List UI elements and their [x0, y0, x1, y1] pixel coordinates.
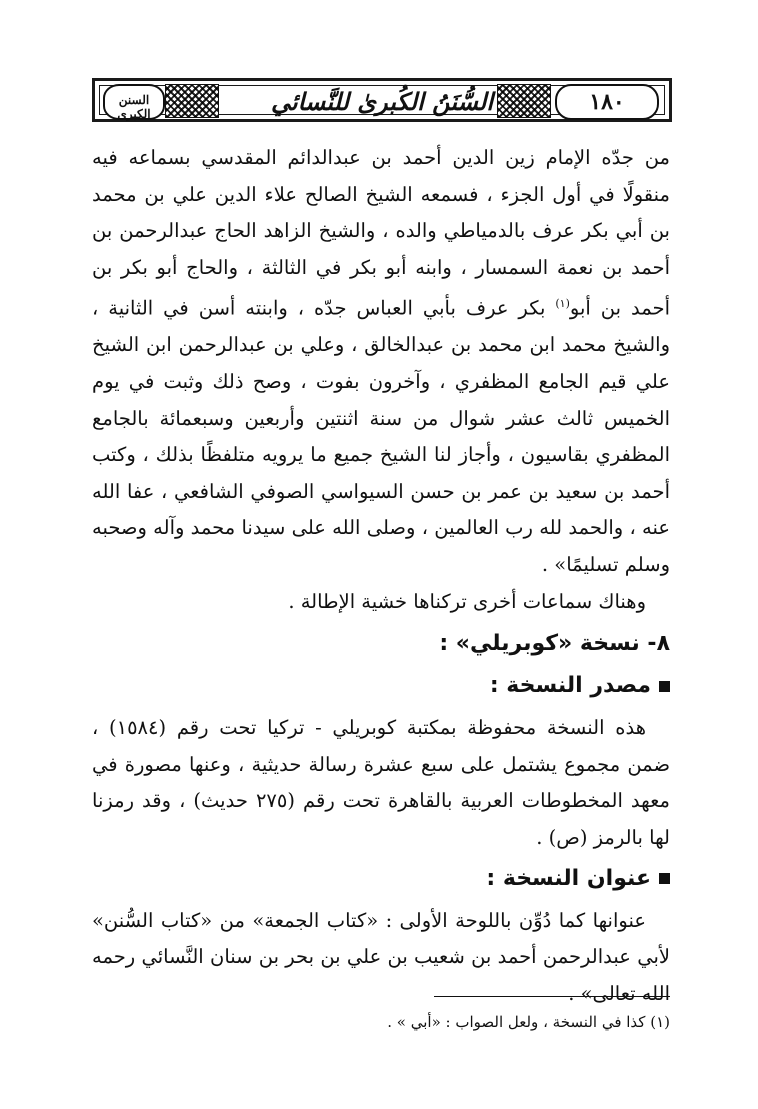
line: في أول الجزء ، فسمعه الشيخ الصالح علاء الدين علي بن محمد بن أبي بكر — [92, 182, 670, 243]
line: وصلى الله على سيدنا محمد وآله وصحبه وسلم تسليمًا» . — [92, 516, 670, 577]
header-ornament-right — [497, 84, 551, 118]
section-heading: ٨- نسخة «كوبريلي» : — [439, 631, 670, 657]
line: معهد المخطوطات العربية بالقاهرة تحت رقم (٢٧٥ حديث) ، وقد رمزنا — [92, 789, 670, 813]
page-number: ١٨٠ — [589, 89, 625, 115]
page-body — [92, 140, 670, 1012]
paragraph-source — [92, 710, 670, 856]
subheading-source-text: مصدر النسخة : — [489, 673, 651, 699]
subheading-title — [92, 861, 670, 897]
line: حسن السيواسي الصوفي الشافعي ، عفا الله عنه ، والحمد لله رب العالمين ، — [92, 479, 670, 540]
line: بكر عرف بأبي العباس جدّه ، وابنته أسن في الثانية ، والشيخ محمد — [92, 296, 671, 357]
line: ضمن مجموع يشتمل على سبع عشرة رسالة حديثية ، وعنها مصورة في — [92, 752, 670, 776]
line: من جدّه الإمام زين الدين أحمد بن عبدالدائم المقدسي بسماعه فيه منقولًا — [92, 146, 670, 206]
line: نعمة السمسار ، وابنه أبو بكر في الثالثة ، والحاج أبو بكر بن أحمد بن — [92, 255, 671, 320]
footnote-separator — [434, 996, 670, 997]
line: المظفري ، وآخرون بفوت ، وصح ذلك وثبت في يوم الخميس ثالث عشر — [92, 370, 670, 430]
subheading-source — [92, 668, 670, 704]
book-title: السُّنَنُ الكُبرىٰ للنَّسائي — [270, 87, 494, 116]
square-bullet-icon — [659, 681, 670, 692]
line: شوال من سنة اثنتين وأربعين وسبعمائة بالجامع المظفري بقاسيون ، وأجاز — [92, 406, 670, 467]
paragraph-other-samaa: وهناك سماعات أخرى تركناها خشية الإطالة . — [288, 589, 646, 613]
line: لنا الشيخ جميع ما يرويه متلفظًا بذلك ، وكتب أحمد بن سعيد بن عمر بن — [92, 443, 670, 503]
abu-word: أبو — [569, 296, 591, 320]
subheading-title-text: عنوان النسخة : — [486, 865, 651, 891]
line: لها بالرمز (ص) . — [536, 826, 670, 849]
line: عرف بالدمياطي والده ، والشيخ الزاهد الحاج عبدالرحمن بن أحمد بن — [92, 219, 671, 279]
footnote-reference: (١) — [555, 297, 570, 311]
line: عبدالرحمن أحمد بن شعيب بن علي بن بحر بن سنان النَّسائي رحمه الله تعالى» . — [92, 945, 670, 1005]
line: هذه النسخة محفوظة بمكتبة كوبريلي - تركيا تحت رقم (١٥٨٤) ، — [92, 716, 646, 740]
page-number-frame — [555, 84, 659, 120]
footnote: (١) كذا في النسخة ، ولعل الصواب : «أبي » . — [387, 1013, 670, 1031]
header-emblem-text: السنن الكبرى — [117, 93, 151, 121]
running-header — [92, 78, 672, 122]
square-bullet-icon — [659, 873, 670, 884]
line: عنوانها كما دُوِّن باللوحة الأولى : «كتاب الجمعة» من «كتاب السُّنن» لأبي — [92, 908, 671, 969]
paragraph-samaa — [92, 140, 670, 584]
line: ابن محمد بن عبدالخالق ، وعلي بن عبدالرحمن ابن الشيخ علي قيم الجامع — [92, 333, 671, 394]
